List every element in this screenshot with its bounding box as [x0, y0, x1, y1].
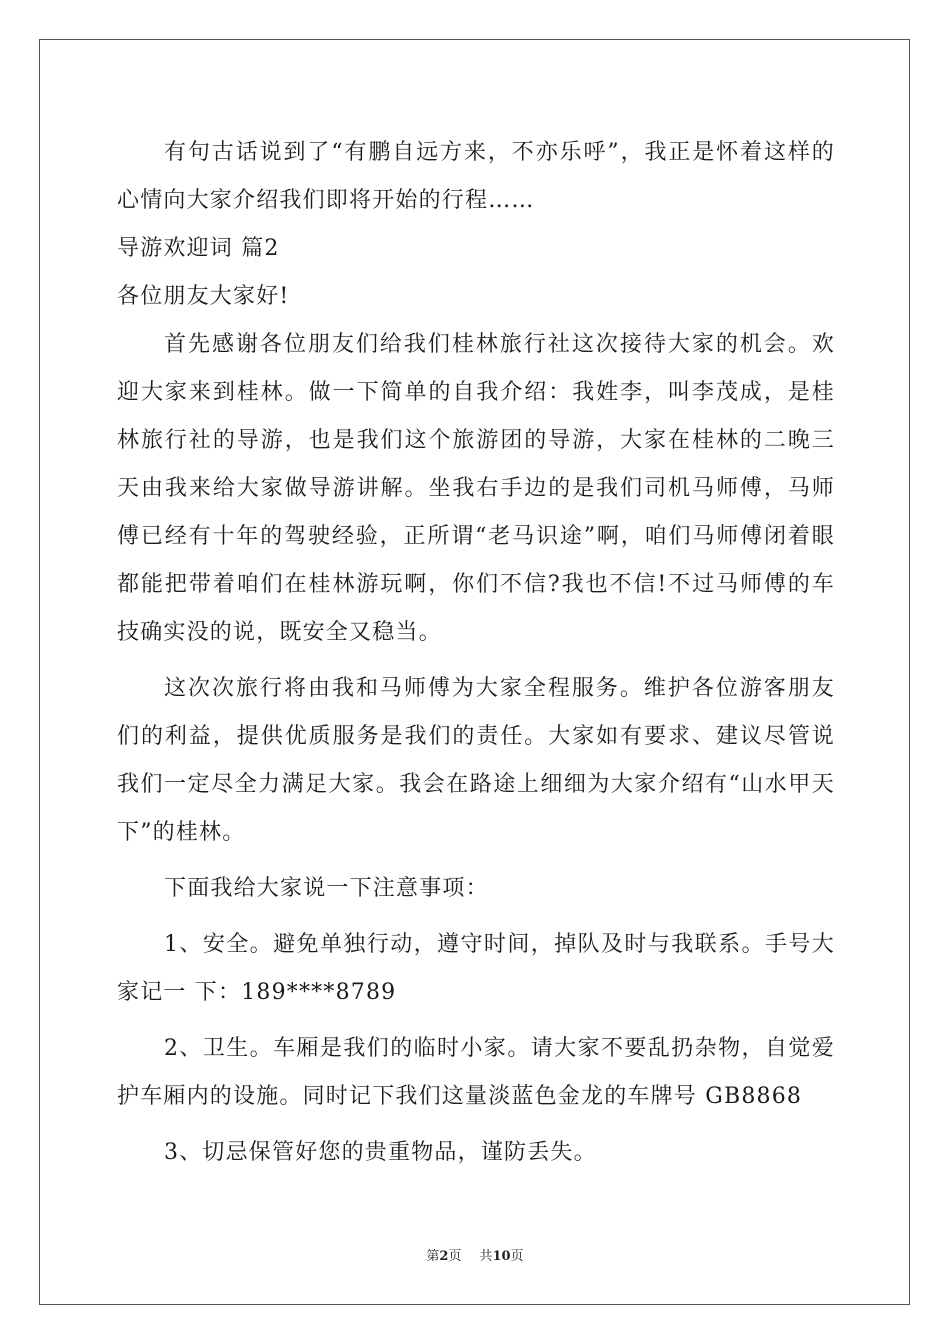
current-page-number: 2 [439, 1249, 449, 1264]
paragraph-intro-closing: 有句古话说到了“有鹏自远方来，不亦乐呼”，我正是怀着这样的心情向大家介绍我们即将开始的行程…… [117, 140, 835, 213]
greeting: 各位朋友大家好! [117, 284, 290, 309]
notice-item-safety: 1、安全。避免单独行动，遵守时间，掉队及时与我联系。手号大家记一 下：189****8789 [117, 932, 835, 1005]
paragraph-self-introduction: 首先感谢各位朋友们给我们桂林旅行社这次接待大家的机会。欢迎大家来到桂林。做一下简单的自我介绍：我姓李，叫李茂成，是桂林旅行社的导游，也是我们这个旅游团的导游，大家在桂林的二晚三天由我来给大家做导游讲解。坐我右手边的是我们司机马师傅，马师傅已经有十年的驾驶经验，正所谓“老马识途”啊，咱们马师傅闭着眼都能把带着咱们在桂林游玩啊，你们不信?我也不信!不过马师傅的车技确实没的说，既安全又稳当。 [117, 332, 835, 645]
document-body [117, 129, 835, 1177]
page-unit: 页 [448, 1249, 462, 1264]
paragraph-gap [117, 1017, 835, 1025]
total-unit: 页 [510, 1249, 524, 1264]
paragraph-gap [117, 857, 835, 865]
page-prefix: 第 [426, 1249, 440, 1264]
section-heading: 导游欢迎词 篇2 [117, 236, 280, 261]
paragraph-gap [117, 1121, 835, 1129]
total-page-number: 10 [492, 1249, 511, 1264]
paragraph-gap [117, 657, 835, 665]
notice-item-valuables: 3、切忌保管好您的贵重物品，谨防丢失。 [164, 1140, 597, 1165]
paragraph-service: 这次次旅行将由我和马师傅为大家全程服务。维护各位游客朋友们的利益，提供优质服务是我们的责任。大家如有要求、建议尽管说我们一定尽全力满足大家。我会在路途上细细为大家介绍有“山水甲天下”的桂林。 [117, 676, 835, 845]
paragraph-notice-intro: 下面我给大家说一下注意事项： [164, 876, 489, 901]
paragraph-gap [117, 913, 835, 921]
notice-item-hygiene: 2、卫生。车厢是我们的临时小家。请大家不要乱扔杂物，自觉爱护车厢内的设施。同时记下我们这量淡蓝色金龙的车牌号 GB8868 [117, 1036, 835, 1109]
total-prefix: 共 [479, 1249, 493, 1264]
page-footer [0, 1249, 950, 1265]
